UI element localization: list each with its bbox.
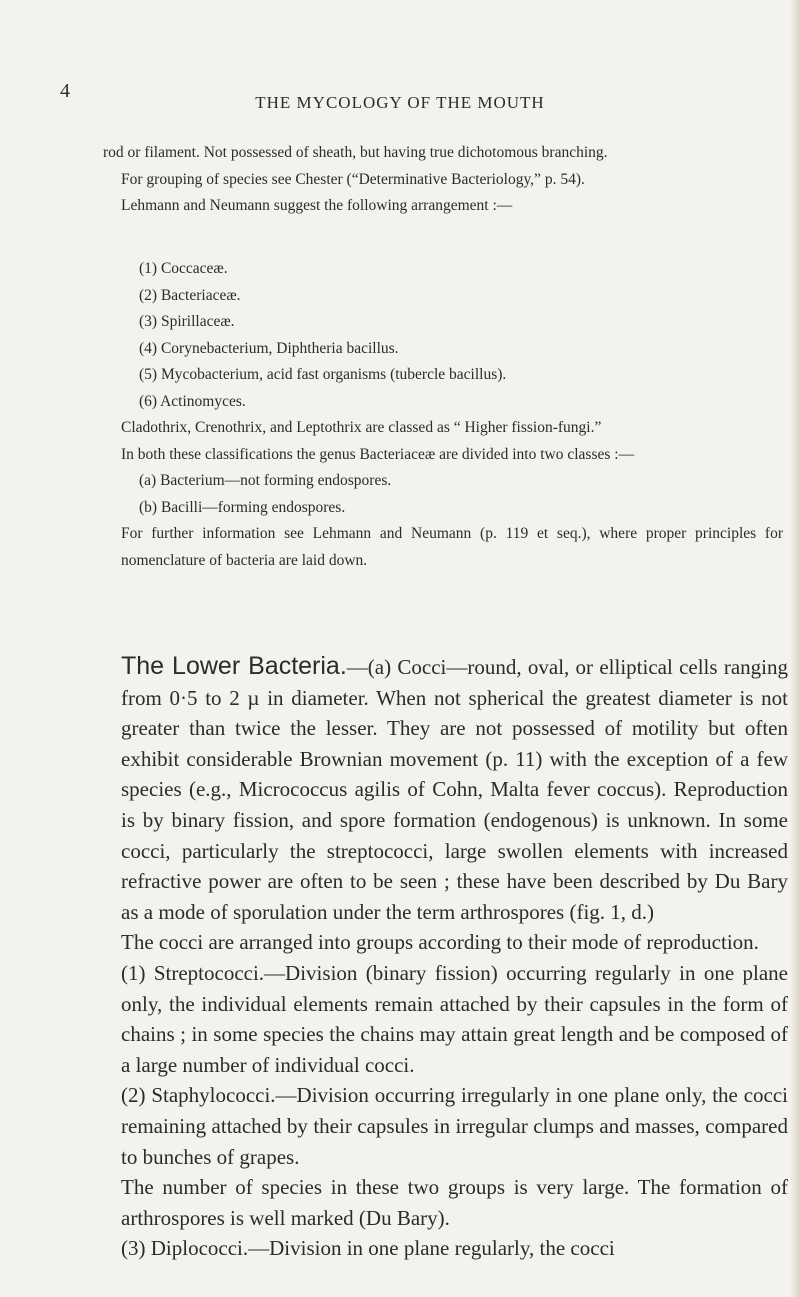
lower-p5: The number of species in these two groups is very large. The formation of arthrospores is well marked (Du Bary). xyxy=(121,1175,788,1230)
lower-bacteria-text: —(a) Cocci—round, oval, or elliptical cells ranging from 0·5 to 2 µ in diameter. When not spherical the greatest diameter is not greater than twice the lesser. They are not possessed of motility but often exhibit considerable Brownian movement (p. 11) with the exception of a few species (e.g., Micrococcus agilis of Cohn, Malta fever coccus). Reproduction is by binary fission, and spore formation (endogenous) is unknown. In some cocci, particularly the streptococci, large swollen elements with increased refractive power are often to be seen ; these have been described by Du Bary as a mode of sporulation under the term arthrospores (fig. 1, d.) xyxy=(121,655,788,924)
intro-p1: rod or filament. Not possessed of sheath, but having true dichotomous branching. xyxy=(103,144,608,161)
intro-p3: Lehmann and Neumann suggest the following arrangement :— xyxy=(121,197,513,214)
intro-p2: For grouping of species see Chester (“Determinative Bacteriology,” p. 54). xyxy=(121,170,585,188)
lower-p2: The cocci are arranged into groups according to their mode of reproduction. xyxy=(121,930,759,955)
intro-p5: In both these classifications the genus Bacteriaceæ are divided into two classes :— xyxy=(121,445,635,463)
list-item: (5) Mycobacterium, acid fast organisms (tubercle bacillus). xyxy=(139,366,507,383)
list-item: (2) Bacteriaceæ. xyxy=(139,286,241,304)
lower-p6: (3) Diplococci.—Division in one plane regularly, the cocci xyxy=(121,1236,615,1261)
lower-p3: (1) Streptococci.—Division (binary fission) occurring regularly in one plane only, the individual elements remain attached by their capsules in the form of chains ; in some species the chains may attain great length and be composed of a large number of individual cocci. xyxy=(121,960,788,1077)
class-item: (b) Bacilli—forming endospores. xyxy=(139,498,346,516)
arrangement-list xyxy=(103,256,783,415)
class-item: (a) Bacterium—not forming endospores. xyxy=(139,472,392,489)
page-edge-shadow xyxy=(790,0,800,1297)
list-item: (3) Spirillaceæ. xyxy=(139,313,235,330)
list-item: (6) Actinomyces. xyxy=(139,392,246,410)
page-number: 4 xyxy=(60,80,70,102)
section-heading: The Lower Bacteria. xyxy=(121,652,347,680)
intro-p4: Cladothrix, Crenothrix, and Leptothrix are classed as “ Higher fission-fungi.” xyxy=(121,419,602,436)
list-item: (1) Coccaceæ. xyxy=(139,260,228,277)
lower-bacteria-paragraph xyxy=(103,652,788,927)
lower-bacteria-section xyxy=(103,652,788,1264)
running-title: THE MYCOLOGY OF THE MOUTH xyxy=(255,93,545,112)
classes-paragraph xyxy=(103,415,783,574)
intro-p6: For further information see Lehmann and Neumann (p. 119 et seq.), where proper principles for nomenclature of bacteria are laid down. xyxy=(121,525,783,569)
intro-paragraph xyxy=(103,140,783,220)
list-item: (4) Corynebacterium, Diphtheria bacillus. xyxy=(139,339,399,357)
lower-p4: (2) Staphylococci.—Division occurring irregularly in one plane only, the cocci remaining attached by their capsules in irregular clumps and masses, compared to bunches of grapes. xyxy=(121,1083,788,1169)
